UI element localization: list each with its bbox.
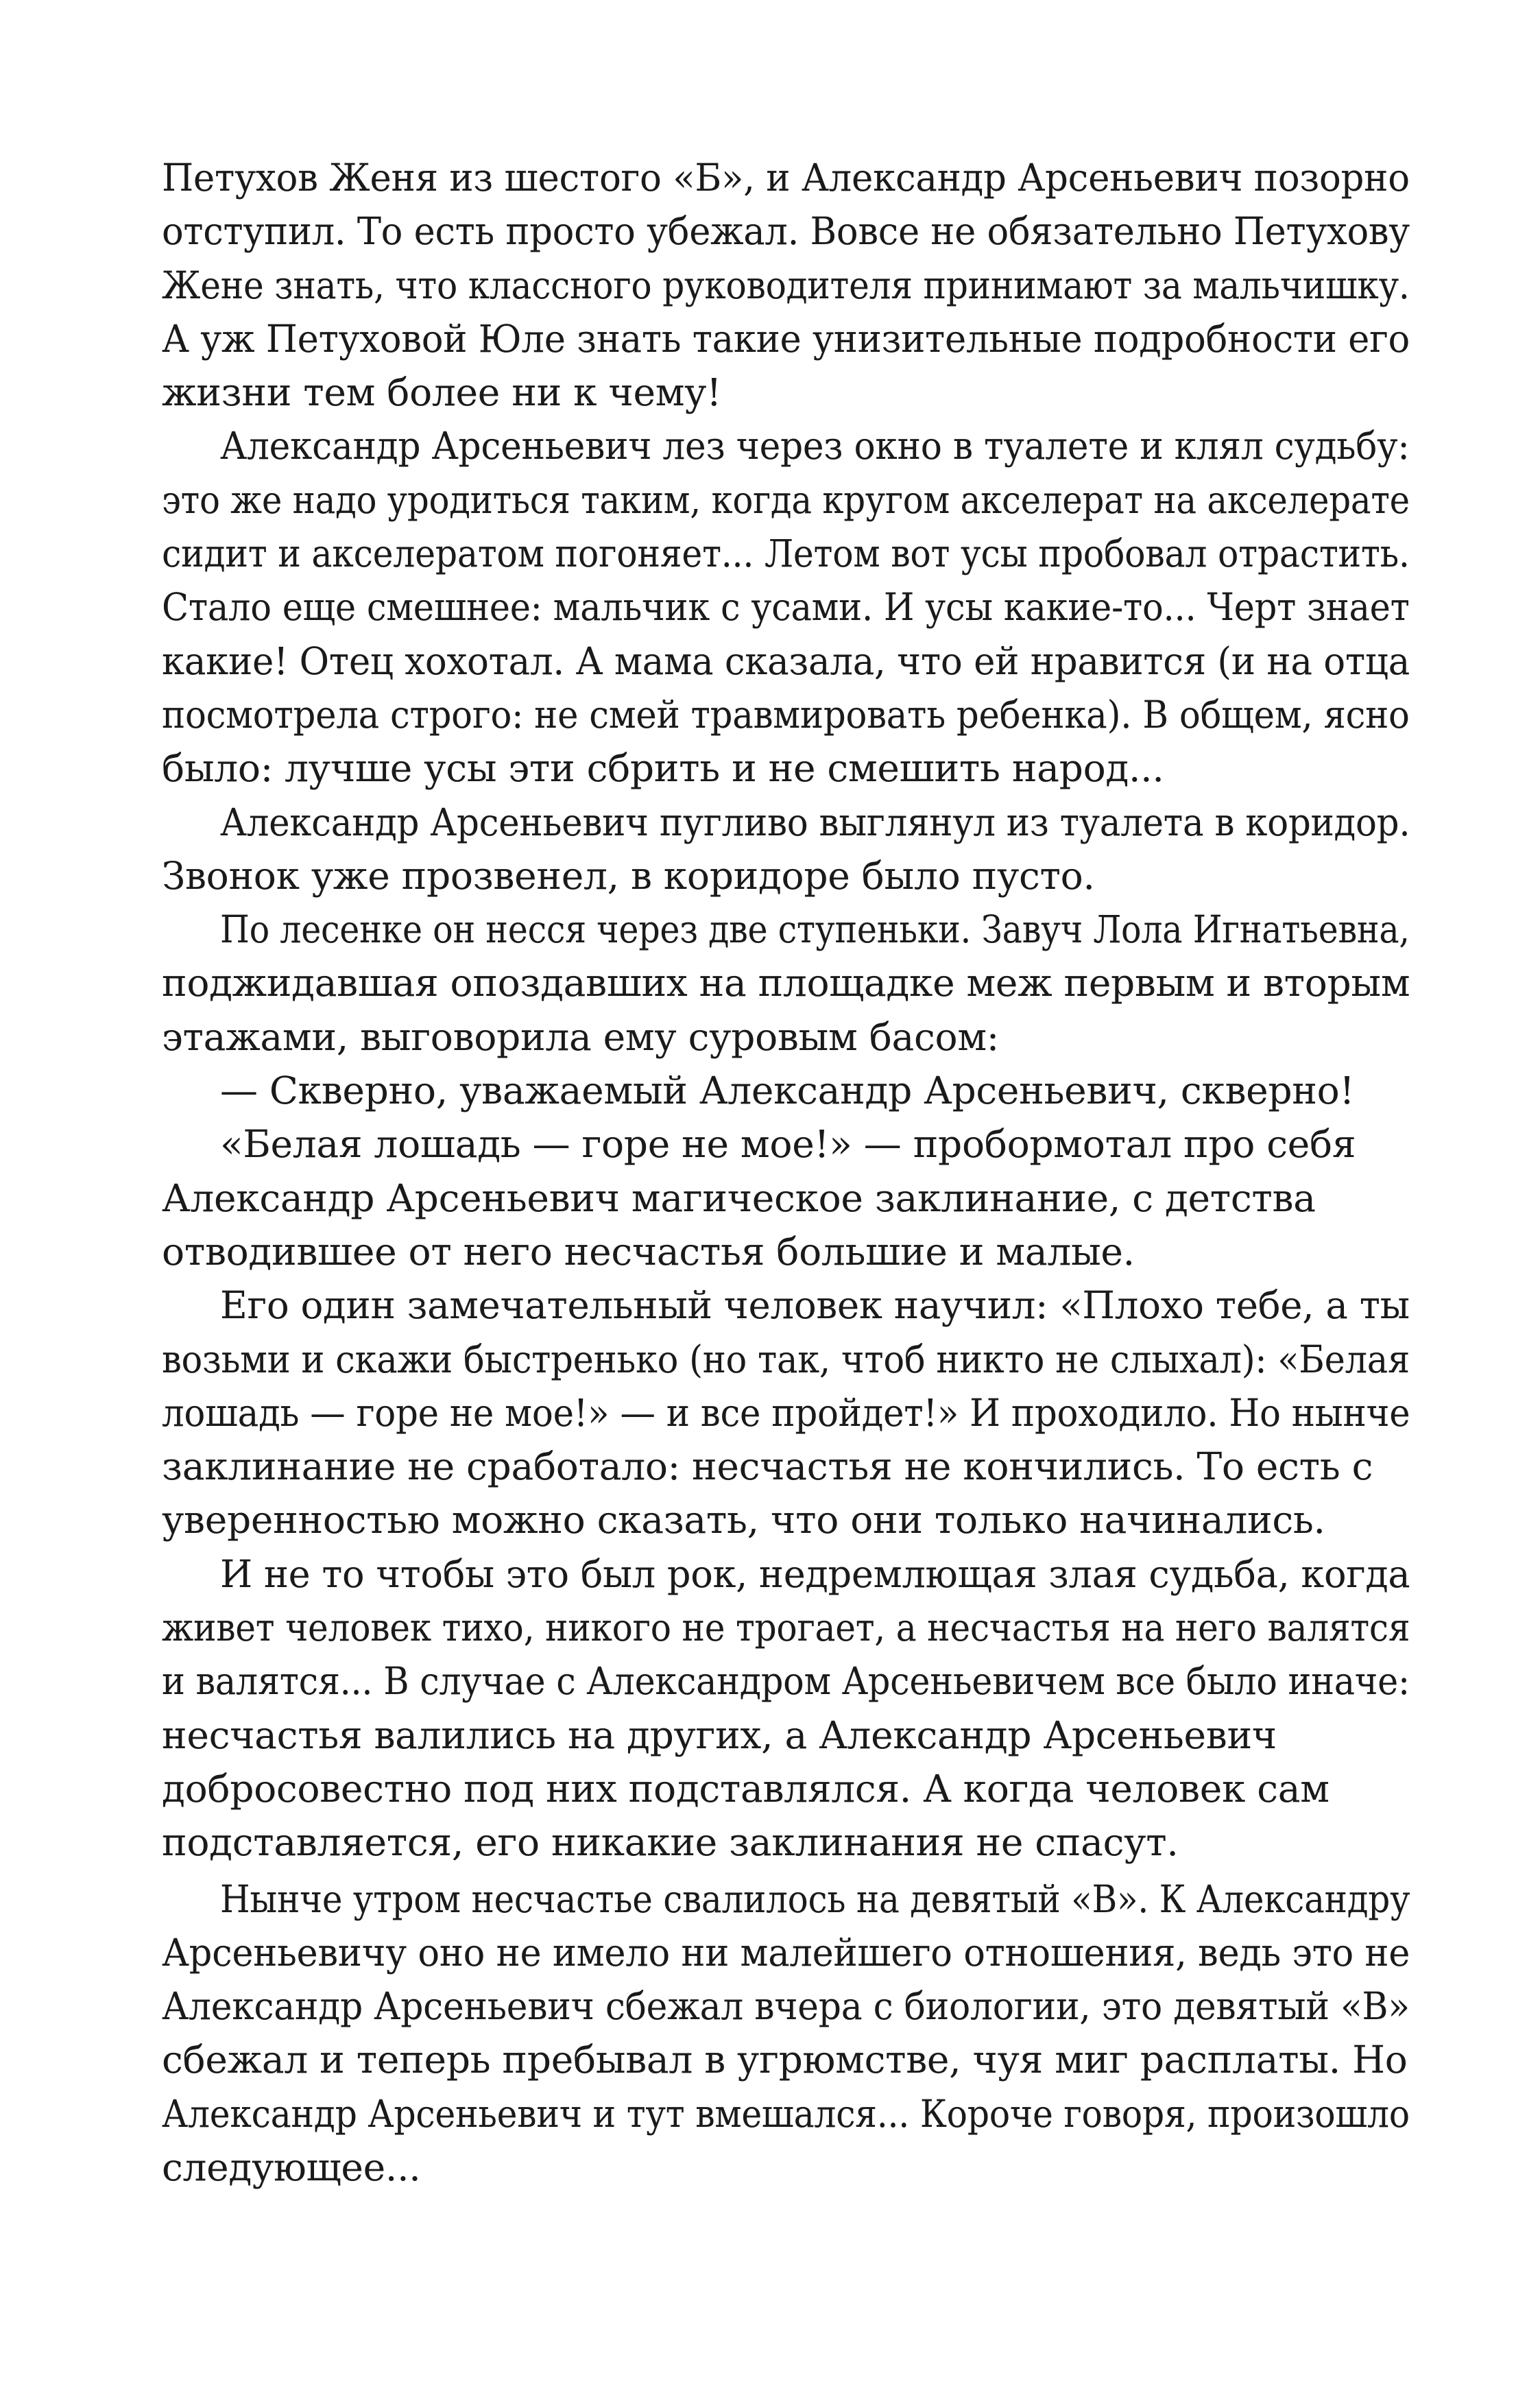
text-line: живет человек тихо, никого не трогает, а несчастья на него валятся	[162, 1606, 1410, 1650]
text-line: — Скверно, уважаемый Александр Арсеньевич, скверно!	[220, 1069, 1355, 1113]
body-text	[162, 151, 1410, 2194]
paragraph-1	[162, 151, 1410, 419]
text-line: сбежал и теперь пребывал в угрюмстве, чуя миг расплаты. Но	[162, 2038, 1408, 2082]
text-line: уверенностью можно сказать, что они только начинались.	[162, 1498, 1325, 1543]
paragraph-5-dialogue	[162, 1064, 1410, 1117]
text-line: возьми и скажи быстренько (но так, чтоб никто не слыхал): «Белая	[162, 1337, 1410, 1381]
text-line: Александр Арсеньевич магическое заклинание, с детства	[162, 1176, 1316, 1220]
text-line: Стало еще смешнее: мальчик с усами. И усы какие-то... Черт знает	[162, 585, 1410, 630]
text-line: А уж Петуховой Юле знать такие унизительные подробности его	[162, 316, 1410, 361]
text-line: И не то чтобы это был рок, недремлющая злая судьба, когда	[220, 1551, 1410, 1596]
paragraph-7	[162, 1278, 1410, 1547]
text-line: какие! Отец хохотал. А мама сказала, что ей нравится (и на отца	[162, 639, 1410, 683]
paragraph-6	[162, 1117, 1410, 1278]
text-line: По лесенке он несся через две ступеньки. Завуч Лола Игнатьевна,	[220, 907, 1410, 952]
text-line: Арсеньевичу оно не имело ни малейшего отношения, ведь это не	[162, 1930, 1410, 1975]
text-line: добросовестно под них подставлялся. А когда человек сам	[162, 1766, 1330, 1811]
paragraph-2	[162, 419, 1410, 795]
text-line: Петухов Женя из шестого «Б», и Александр Арсеньевич позорно	[162, 156, 1410, 200]
text-line: Александр Арсеньевич сбежал вчера с биологии, это девятый «В»	[162, 1984, 1410, 2029]
text-line: это же надо уродиться таким, когда кругом акселерат на акселерате	[162, 477, 1410, 522]
text-line: отступил. То есть просто убежал. Вовсе не обязательно Петухову	[162, 209, 1410, 254]
text-line: посмотрела строго: не смей травмировать ребенка). В общем, ясно	[162, 692, 1410, 737]
text-line: следующее...	[162, 2145, 421, 2189]
paragraph-4	[162, 903, 1410, 1064]
text-line: Его один замечательный человек научил: «Плохо тебе, а ты	[220, 1283, 1410, 1328]
text-line: «Белая лошадь — горе не мое!» — пробормотал про себя	[220, 1122, 1356, 1167]
paragraph-3	[162, 796, 1410, 903]
paragraph-8	[162, 1547, 1410, 1870]
paragraph-9	[162, 1872, 1410, 2195]
text-line: Александр Арсеньевич пугливо выглянул из туалета в коридор.	[220, 800, 1410, 844]
text-line: лошадь — горе не мое!» — и все пройдет!» И проходило. Но нынче	[162, 1390, 1410, 1435]
text-line: сидит и акселератом погоняет... Летом вот усы пробовал отрастить.	[162, 532, 1410, 576]
text-line: отводившее от него несчастья большие и малые.	[162, 1229, 1135, 1274]
text-line: этажами, выговорила ему суровым басом:	[162, 1014, 1000, 1059]
text-line: Нынче утром несчастье свалилось на девятый «В». К Александру	[220, 1877, 1410, 1921]
text-line: заклинание не сработало: несчастья не кончились. То есть с	[162, 1444, 1373, 1489]
text-line: подставляется, его никакие заклинания не спасут.	[162, 1820, 1179, 1865]
text-line: Жене знать, что классного руководителя принимают за мальчишку.	[162, 263, 1410, 307]
text-line: поджидавшая опоздавших на площадке меж первым и вторым	[162, 961, 1410, 1005]
text-line: жизни тем более ни к чему!	[162, 370, 722, 415]
text-line: Александр Арсеньевич и тут вмешался... Короче говоря, произошло	[162, 2091, 1410, 2136]
text-line: Александр Арсеньевич лез через окно в туалете и клял судьбу:	[220, 424, 1410, 468]
text-line: было: лучше усы эти сбрить и не смешить народ...	[162, 746, 1164, 791]
text-line: несчастья валились на других, а Александр Арсеньевич	[162, 1713, 1277, 1757]
text-line: и валятся... В случае с Александром Арсеньевичем все было иначе:	[162, 1659, 1410, 1704]
text-line: Звонок уже прозвенел, в коридоре было пусто.	[162, 853, 1095, 898]
